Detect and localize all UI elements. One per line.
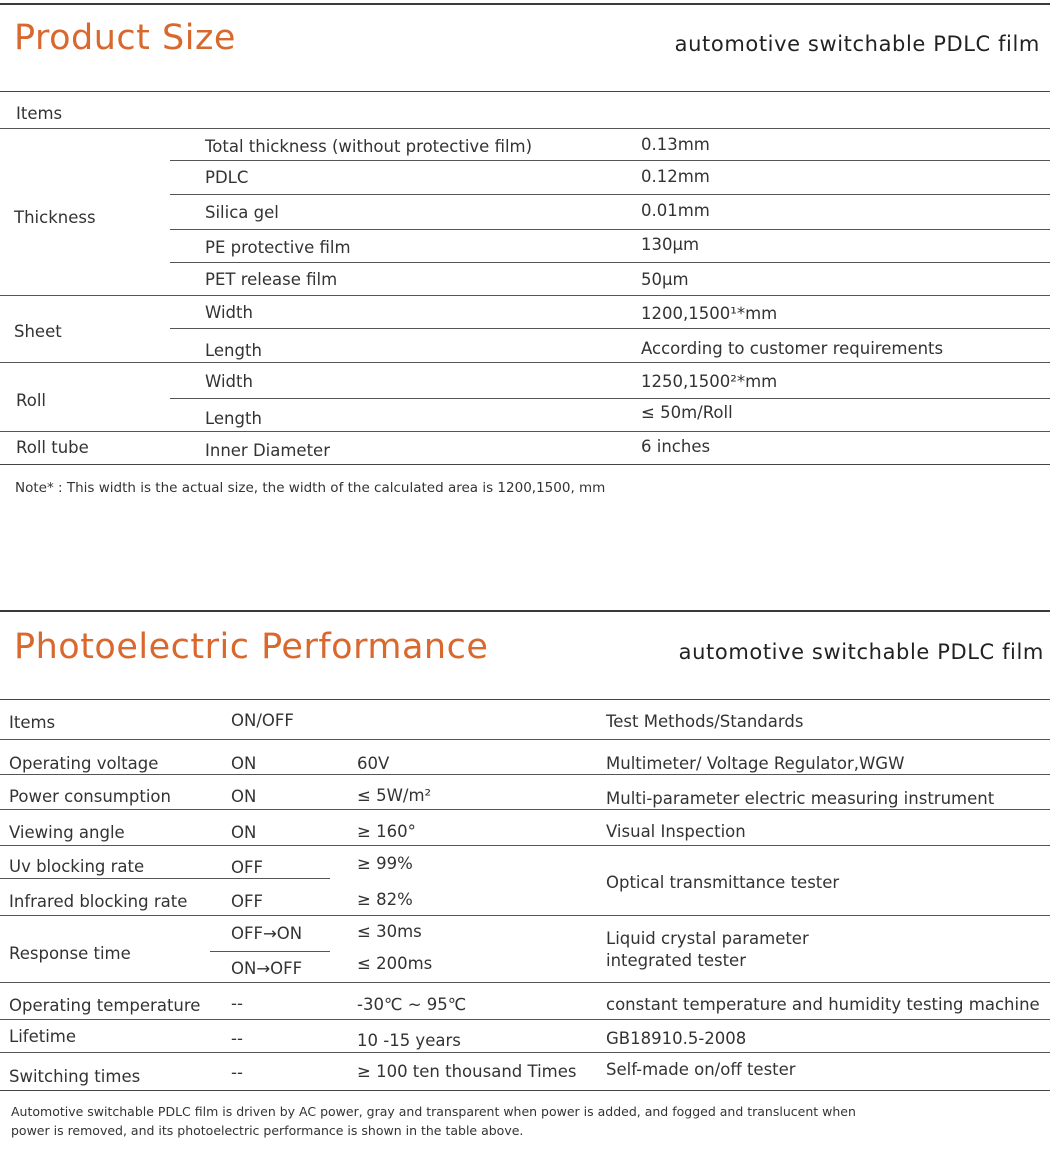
row-state: ON→OFF [231,959,303,978]
row-divider [170,160,1050,161]
section-subtitle: automotive switchable PDLC film [674,32,1040,56]
table-top-rule [0,699,1050,700]
footer-note-line1: Automotive switchable PDLC film is driven by AC power, gray and transparent when power is added, and fogged and translucent when [11,1104,856,1119]
row-name: PET release film [205,270,338,289]
table-top-rule [0,91,1050,92]
row-state: OFF [231,892,263,911]
row-name: Width [205,372,253,391]
row-test: Multi-parameter electric measuring instrument [606,789,995,808]
items-header: Items [16,104,63,123]
row-value: ≥ 82% [357,890,413,909]
row-value: ≤ 200ms [357,954,433,973]
row-value: 0.13mm [641,135,710,154]
group-label-thickness: Thickness [14,208,96,227]
row-item: Viewing angle [9,823,125,842]
row-divider [0,982,1050,983]
group-divider [0,431,1050,432]
row-divider [170,328,1050,329]
row-state: OFF→ON [231,924,303,943]
row-name: PDLC [205,168,249,187]
row-item: Uv blocking rate [9,857,145,876]
header-rule [0,739,1050,740]
row-value: ≥ 99% [357,854,413,873]
row-value: ≤ 50m/Roll [641,403,733,422]
group-divider [0,295,1050,296]
top-rule [0,3,1050,5]
row-divider [0,845,1050,846]
footer-note-line2: power is removed, and its photoelectric performance is shown in the table above. [11,1123,524,1138]
table-bottom-rule [0,1090,1050,1091]
row-divider [0,774,1050,775]
optical-test: Optical transmittance tester [606,873,840,892]
row-divider [170,398,1050,399]
row-divider [0,809,1050,810]
row-state: -- [231,1029,243,1048]
row-test: Liquid crystal parameter [606,929,809,948]
row-divider [0,1052,1050,1053]
section-subtitle: automotive switchable PDLC film [678,640,1044,664]
row-value: 130μm [641,235,700,254]
row-value: 0.01mm [641,201,710,220]
section-title: Photoelectric Performance [14,627,489,667]
row-divider [170,262,1050,263]
row-value: 1250,1500²*mm [641,372,778,391]
row-item: Infrared blocking rate [9,892,188,911]
row-value: -30℃ ~ 95℃ [357,995,467,1014]
row-state: -- [231,1063,243,1082]
row-value: 1200,1500¹*mm [641,304,778,323]
row-value: ≤ 30ms [357,922,422,941]
row-value: 50μm [641,270,689,289]
row-item: Switching times [9,1067,141,1086]
row-test: integrated tester [606,951,746,970]
row-test: Visual Inspection [606,822,746,841]
test-header: Test Methods/Standards [606,712,804,731]
group-label-roll: Roll [16,391,46,410]
row-name: PE protective film [205,238,351,257]
row-value: 0.12mm [641,167,710,186]
row-name: Total thickness (without protective film) [205,137,533,156]
table-bottom-rule [0,464,1050,465]
section-title: Product Size [14,18,236,58]
row-divider [0,915,1050,916]
group-label-roll-tube: Roll tube [16,438,89,457]
row-value: 10 -15 years [357,1031,461,1050]
row-name: Length [205,341,262,360]
size-note: Note* : This width is the actual size, the width of the calculated area is 1200,1500, mm [15,480,606,496]
row-test: Self-made on/off tester [606,1060,796,1079]
row-value: ≥ 160° [357,822,416,841]
row-value: 60V [357,754,390,773]
row-name: Inner Diameter [205,441,330,460]
row-state: ON [231,823,257,842]
row-item: Operating temperature [9,996,201,1015]
row-value: 6 inches [641,437,711,456]
row-state: OFF [231,858,263,877]
row-divider [210,951,330,952]
row-item: Lifetime [9,1027,77,1046]
row-item: Power consumption [9,787,171,806]
row-name: Silica gel [205,203,279,222]
row-test: constant temperature and humidity testing machine [606,995,1040,1014]
onoff-header: ON/OFF [231,711,294,730]
group-divider [0,362,1050,363]
row-test: GB18910.5-2008 [606,1029,747,1048]
group-label-sheet: Sheet [14,322,62,341]
row-divider [0,878,330,879]
row-value: According to customer requirements [641,339,944,358]
row-state: ON [231,787,257,806]
row-name: Length [205,409,262,428]
row-state: ON [231,754,257,773]
row-value: ≤ 5W/m² [357,786,432,805]
row-divider [0,1019,1050,1020]
row-name: Width [205,303,253,322]
header-rule [0,128,1050,129]
top-rule [0,610,1050,612]
items-header: Items [9,713,56,732]
row-test: Multimeter/ Voltage Regulator,WGW [606,754,905,773]
row-state: -- [231,994,243,1013]
row-value: ≥ 100 ten thousand Times [357,1062,577,1081]
row-divider [170,194,1050,195]
row-item: Operating voltage [9,754,159,773]
row-item: Response time [9,944,131,963]
row-divider [170,229,1050,230]
